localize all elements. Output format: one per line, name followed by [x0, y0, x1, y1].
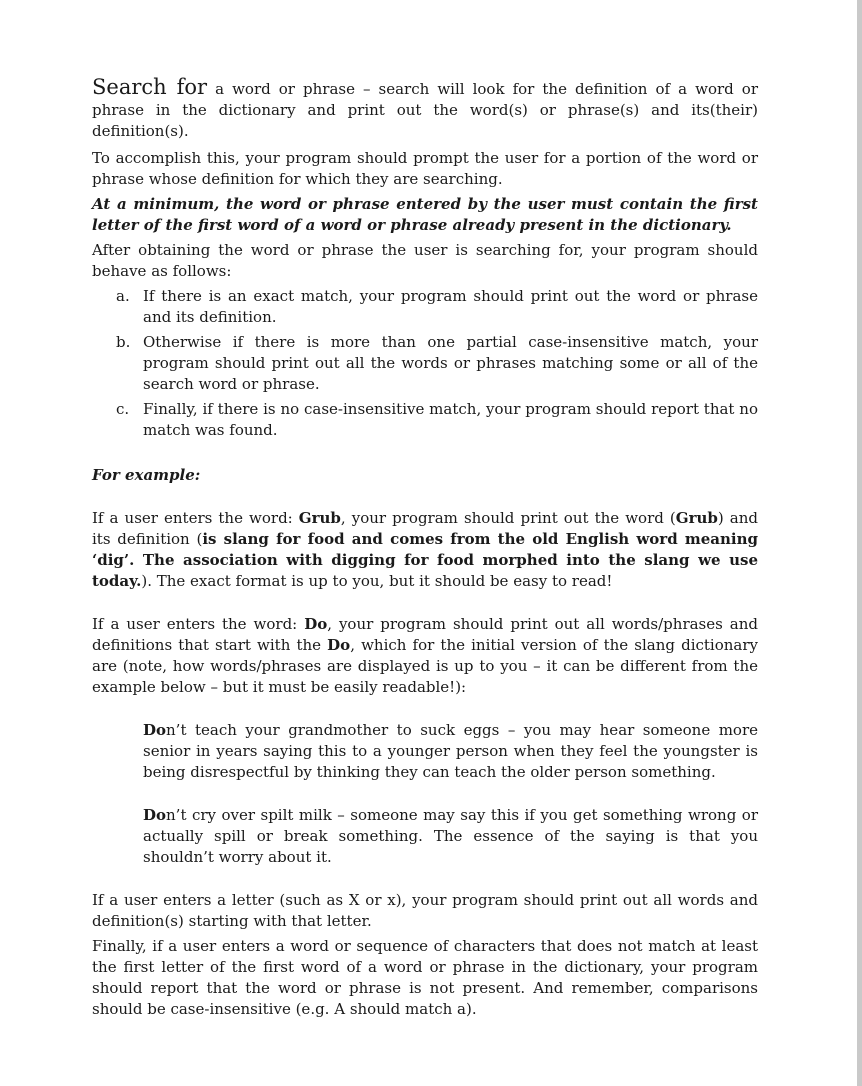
spacer [92, 486, 758, 508]
text-run: , which for the initial version of the slang dictionary are (note, how words/phrases are displayed is up to you – it can be different from the example below – but it must be easily readable!): [92, 636, 758, 696]
spacer [92, 698, 758, 720]
finally-paragraph: Finally, if a user enters a word or sequence of characters that does not match at least the first letter of the first word of a word or phrase in the dictionary, your program should report that the word or phrase is not present. And remember, comparisons should be case-insensitive (e.g. A should match a). [92, 937, 758, 1018]
lead-text: Search for [92, 75, 208, 99]
match-prefix: Do [143, 721, 167, 739]
list-marker: b. [116, 333, 131, 351]
sample-entry-text: n’t teach your grandmother to suck eggs – you may hear someone more senior in years saying this to a younger person when they feel the youngster is being disrespectful by thinking they can teach the older person something. [143, 721, 758, 781]
grub-example [92, 508, 758, 592]
keyword-do: Do [304, 615, 328, 633]
list-marker: c. [116, 400, 130, 418]
keyword-do: Do [327, 636, 351, 654]
list-marker: a. [116, 287, 130, 305]
spacer [92, 445, 758, 465]
minimum-requirement: At a minimum, the word or phrase entered by the user must contain the first letter of the first word of a word or phrase already present in the dictionary. [92, 195, 758, 234]
behavior-list [92, 286, 758, 441]
list-item [116, 399, 758, 441]
text-run: , your program should print out the word ( [340, 509, 676, 527]
intro-paragraph [92, 77, 758, 142]
document-page [92, 77, 758, 1020]
spacer [92, 592, 758, 614]
list-item-text: If there is an exact match, your program should print out the word or phrase and its definition. [143, 287, 758, 326]
text-run: ) and its definition ( [92, 509, 758, 548]
do-example [92, 614, 758, 698]
list-item-text: Otherwise if there is more than one partial case-insensitive match, your program should print out all the words or phrases matching some or all of the search word or phrase. [143, 333, 758, 393]
spacer [92, 783, 758, 805]
text-run: , your program should print out all words/phrases and definitions that start with the [92, 615, 759, 654]
lead-rest: a word or phrase – search will look for the definition of a word or phrase in the dictionary and print out the word(s) or phrase(s) and its(their) definition(s). [92, 80, 758, 140]
behavior-intro: After obtaining the word or phrase the user is searching for, your program should behave as follows: [92, 241, 758, 280]
keyword-grub: Grub [298, 509, 341, 527]
page-edge [857, 0, 862, 1086]
match-prefix: Do [143, 806, 167, 824]
list-item [116, 286, 758, 328]
example-heading: For example: [92, 466, 201, 484]
list-item [116, 332, 758, 395]
text-run: If a user enters the word: [92, 509, 299, 527]
prompt-paragraph: To accomplish this, your program should prompt the user for a portion of the word or phrase whose definition for which they are searching. [92, 149, 758, 188]
text-run: If a user enters the word: [92, 615, 305, 633]
sample-entry [92, 720, 758, 783]
sample-entry [92, 805, 758, 868]
keyword-grub: Grub [675, 509, 718, 527]
letter-paragraph: If a user enters a letter (such as X or x), your program should print out all words and definition(s) starting with that letter. [92, 891, 758, 930]
text-run: ). The exact format is up to you, but it should be easy to read! [141, 572, 613, 590]
grub-definition: is slang for food and comes from the old English word meaning ‘dig’. The association with digging for food morphed into the slang we use today. [92, 530, 758, 590]
sample-entry-text: n’t cry over spilt milk – someone may say this if you get something wrong or actually spill or break something. The essence of the saying is that you shouldn’t worry about it. [143, 806, 758, 866]
list-item-text: Finally, if there is no case-insensitive match, your program should report that no match was found. [143, 400, 758, 439]
spacer [92, 868, 758, 890]
